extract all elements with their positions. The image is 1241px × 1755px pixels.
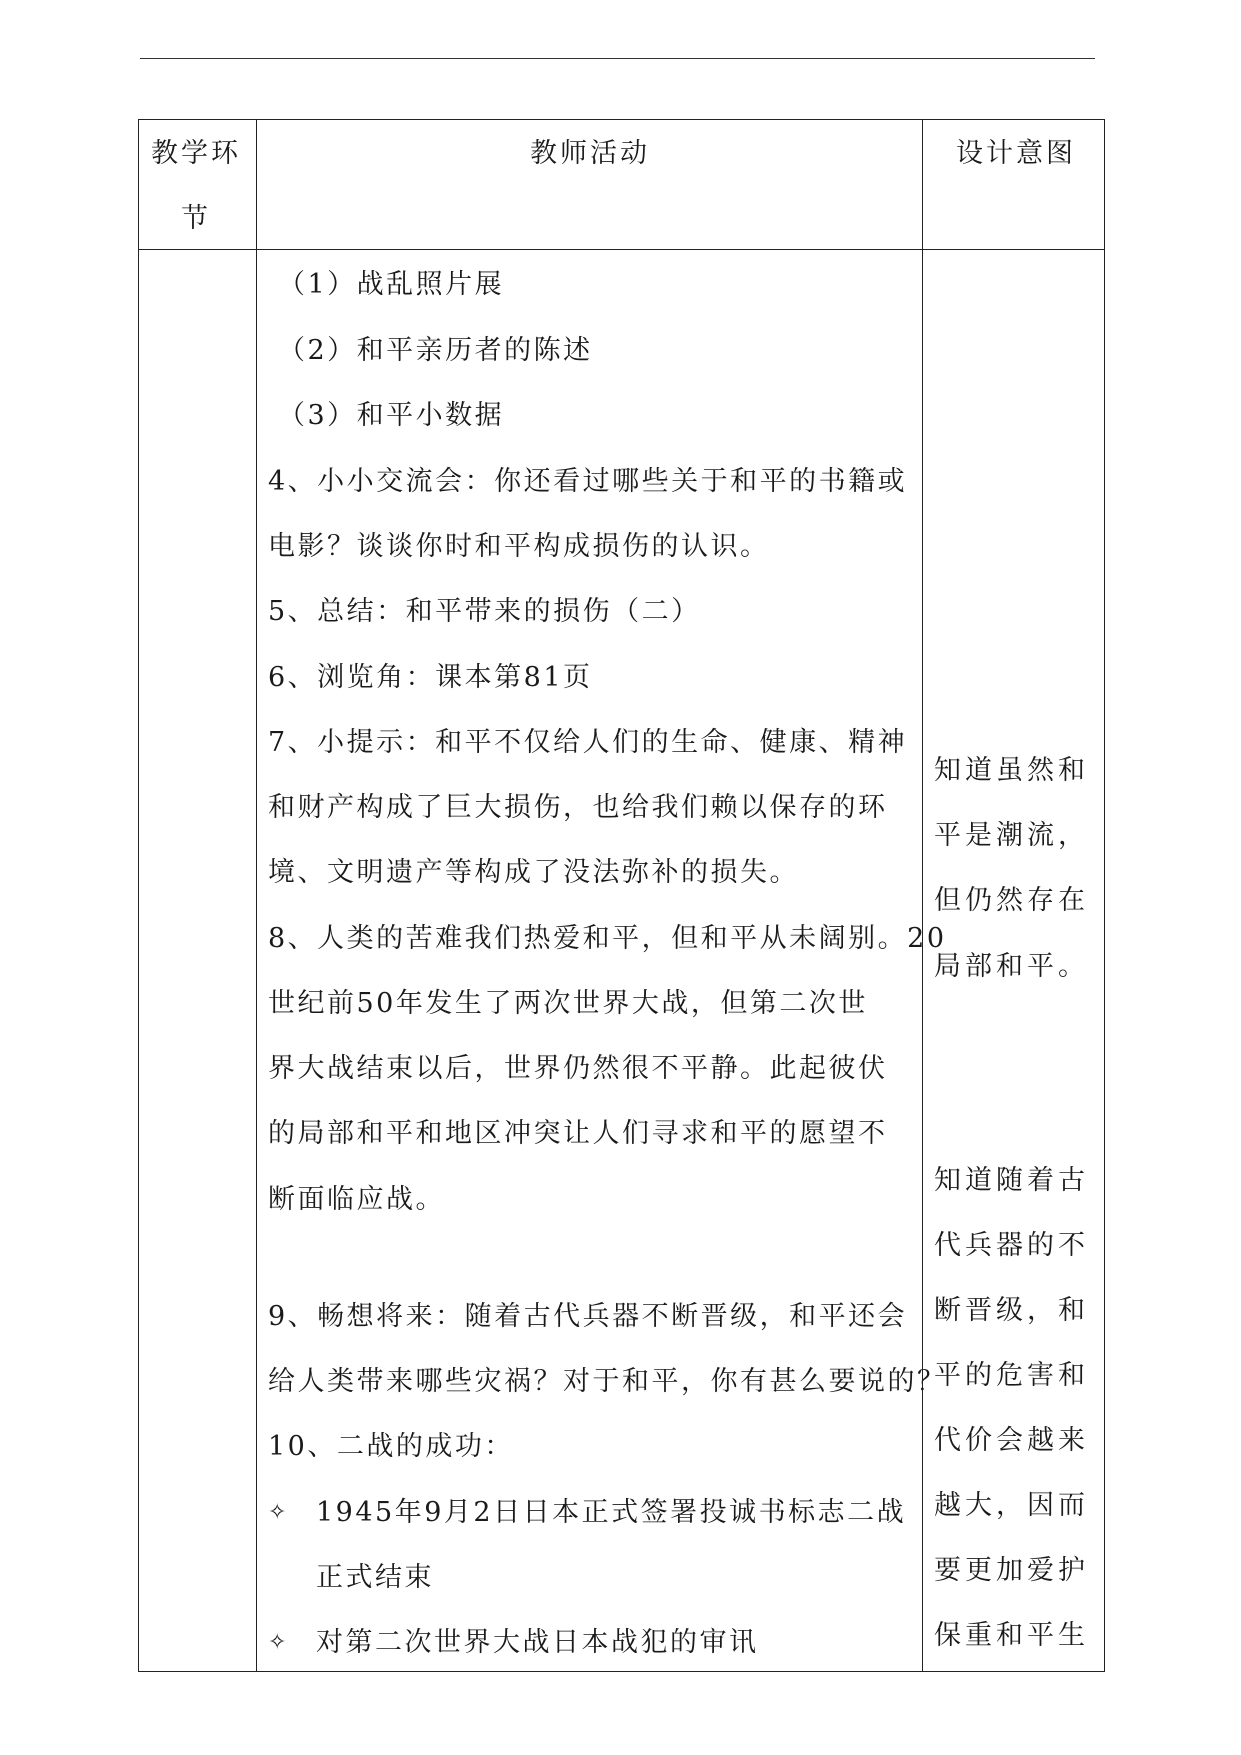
intent-line: 越大，因而: [934, 1490, 1089, 1521]
bullet-item: 1945年9月2日日本正式签署投诚书标志二战: [316, 1497, 907, 1528]
intent-line: 代价会越来: [934, 1425, 1089, 1456]
intent-line: 知道虽然和: [934, 755, 1089, 786]
intent-line: 代兵器的不: [934, 1230, 1089, 1261]
activity-line: 和财产构成了巨大损伤，也给我们赖以保存的环: [268, 792, 888, 823]
intent-line: 断晋级，和: [934, 1295, 1089, 1326]
activity-line: 9、畅想将来：随着古代兵器不断晋级，和平还会: [268, 1301, 908, 1332]
header-stage-line1: 教学环: [151, 138, 241, 169]
header-row-divider: [138, 249, 1105, 250]
activity-line: 电影？谈谈你时和平构成损伤的认识。: [268, 531, 770, 562]
activity-line: 世纪前50年发生了两次世界大战，但第二次世: [268, 988, 868, 1019]
page-header-rule: [140, 58, 1095, 59]
bullet-item: 对第二次世界大战日本战犯的审讯: [316, 1627, 759, 1658]
activity-line: 4、小小交流会：你还看过哪些关于和平的书籍或: [268, 466, 908, 497]
column-divider-stage: [256, 119, 257, 1672]
diamond-bullet-icon: ✧: [268, 1630, 287, 1655]
intent-line: 保重和平生: [934, 1620, 1089, 1651]
intent-line: 但仍然存在: [934, 885, 1089, 916]
activity-line: 5、总结：和平带来的损伤（二）: [268, 596, 701, 627]
activity-line: 境、文明遗产等构成了没法弥补的损失。: [268, 857, 799, 888]
header-stage-line2: 节: [181, 203, 211, 234]
intent-line: 局部和平。: [934, 951, 1089, 982]
intent-line: 平的危害和: [934, 1360, 1089, 1391]
bullet-item-continued: 正式结束: [316, 1562, 434, 1593]
activity-line: 6、浏览角：课本第81页: [268, 662, 593, 693]
activity-line: 的局部和平和地区冲突让人们寻求和平的愿望不: [268, 1118, 888, 1149]
activity-line: 给人类带来哪些灾祸？对于和平，你有甚么要说的？: [268, 1366, 947, 1397]
activity-line: 7、小提示：和平不仅给人们的生命、健康、精神: [268, 727, 908, 758]
diamond-bullet-icon: ✧: [268, 1500, 287, 1525]
intent-line: 要更加爱护: [934, 1555, 1089, 1586]
header-teacher-activity: 教师活动: [530, 138, 650, 169]
intent-line: 平是潮流，: [934, 820, 1089, 851]
activity-line: 10、二战的成功：: [268, 1431, 514, 1462]
activity-line: 界大战结束以后，世界仍然很不平静。此起彼伏: [268, 1053, 888, 1084]
intent-line: 知道随着古: [934, 1165, 1089, 1196]
column-divider-intent: [922, 119, 923, 1672]
header-design-intent: 设计意图: [956, 138, 1076, 169]
activity-line: （2）和平亲历者的陈述: [278, 335, 593, 366]
activity-line: 断面临应战。: [268, 1184, 445, 1215]
activity-line: （3）和平小数据: [278, 400, 505, 431]
activity-line: 8、人类的苦难我们热爱和平，但和平从未阔别。20: [268, 923, 947, 954]
activity-line: （1）战乱照片展: [278, 269, 505, 300]
